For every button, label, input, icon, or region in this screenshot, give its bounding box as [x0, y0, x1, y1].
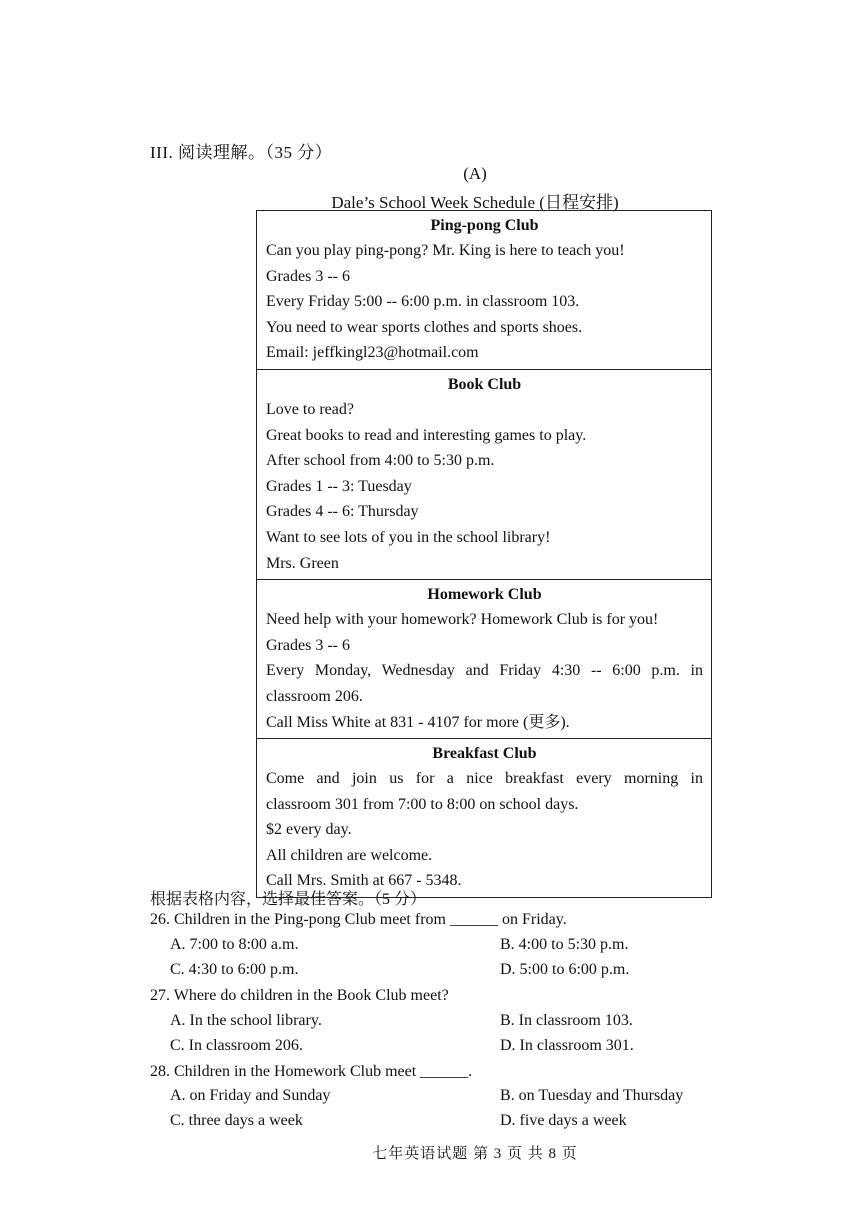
question-26: 26. Children in the Ping-pong Club meet from ______ on Friday. [150, 911, 567, 928]
club-line: Grades 1 -- 3: Tuesday [266, 477, 412, 495]
option-27-d: D. In classroom 301. [500, 1037, 634, 1054]
option-27-c: C. In classroom 206. [170, 1037, 303, 1054]
option-26-b: B. 4:00 to 5:30 p.m. [500, 936, 629, 953]
option-28-c: C. three days a week [170, 1112, 303, 1129]
club-line: classroom 206. [266, 687, 363, 705]
club-line: Great books to read and interesting games to play. [266, 426, 587, 444]
schedule-table [256, 210, 712, 898]
club-line: Every Monday, Wednesday and Friday 4:30 -- 6:00 p.m. in [266, 662, 703, 680]
club-line: Grades 3 -- 6 [266, 267, 350, 285]
club-line: Love to read? [266, 400, 354, 418]
club-line: classroom 301 from 7:00 to 8:00 on school days. [266, 795, 579, 813]
club-line: Call Miss White at 831 - 4107 for more (更多). [266, 713, 570, 731]
club-line: Need help with your homework? Homework Club is for you! [266, 611, 659, 629]
option-26-a: A. 7:00 to 8:00 a.m. [170, 936, 299, 953]
club-book [257, 370, 711, 580]
schedule-title: Dale’s School Week Schedule (日程安排) [331, 193, 619, 212]
club-line: All children are welcome. [266, 846, 433, 864]
option-28-a: A. on Friday and Sunday [170, 1087, 331, 1104]
club-line: You need to wear sports clothes and sports shoes. [266, 318, 583, 336]
club-line: Want to see lots of you in the school library! [266, 528, 551, 546]
club-email: Email: jeffkingl23@hotmail.com [266, 344, 479, 362]
club-line: After school from 4:00 to 5:30 p.m. [266, 452, 495, 470]
club-name: Ping-pong Club [430, 217, 539, 234]
section-title: III. 阅读理解。（35 分） [150, 143, 333, 162]
option-27-b: B. In classroom 103. [500, 1012, 633, 1029]
club-breakfast [257, 739, 711, 897]
part-label: (A) [463, 164, 487, 183]
option-27-a: A. In the school library. [170, 1012, 322, 1029]
club-line: Call Mrs. Smith at 667 - 5348. [266, 872, 462, 890]
option-28-b: B. on Tuesday and Thursday [500, 1087, 684, 1104]
club-line: Come and join us for a nice breakfast every morning in [266, 770, 703, 788]
club-name: Book Club [447, 375, 522, 393]
club-line: Mrs. Green [266, 554, 339, 572]
option-28-d: D. five days a week [500, 1112, 627, 1129]
club-line: Can you play ping-pong? Mr. King is here to teach you! [266, 242, 625, 259]
page-footer: 七年英语试题 第 3 页 共 8 页 [372, 1146, 578, 1162]
club-line: $2 every day. [266, 821, 352, 839]
option-26-d: D. 5:00 to 6:00 p.m. [500, 961, 630, 978]
club-name: Breakfast Club [432, 745, 537, 763]
club-line: Grades 4 -- 6: Thursday [266, 503, 419, 521]
option-26-c: C. 4:30 to 6:00 p.m. [170, 961, 299, 978]
instructions: 根据表格内容，选择最佳答案。（5 分） [150, 891, 427, 908]
club-line: Grades 3 -- 6 [266, 636, 350, 654]
question-27: 27. Where do children in the Book Club meet? [150, 987, 449, 1004]
question-28: 28. Children in the Homework Club meet ______. [150, 1063, 473, 1080]
club-ping-pong [257, 211, 711, 370]
club-name: Homework Club [427, 586, 542, 604]
club-homework [257, 580, 711, 739]
club-line: Every Friday 5:00 -- 6:00 p.m. in classroom 103. [266, 293, 580, 311]
